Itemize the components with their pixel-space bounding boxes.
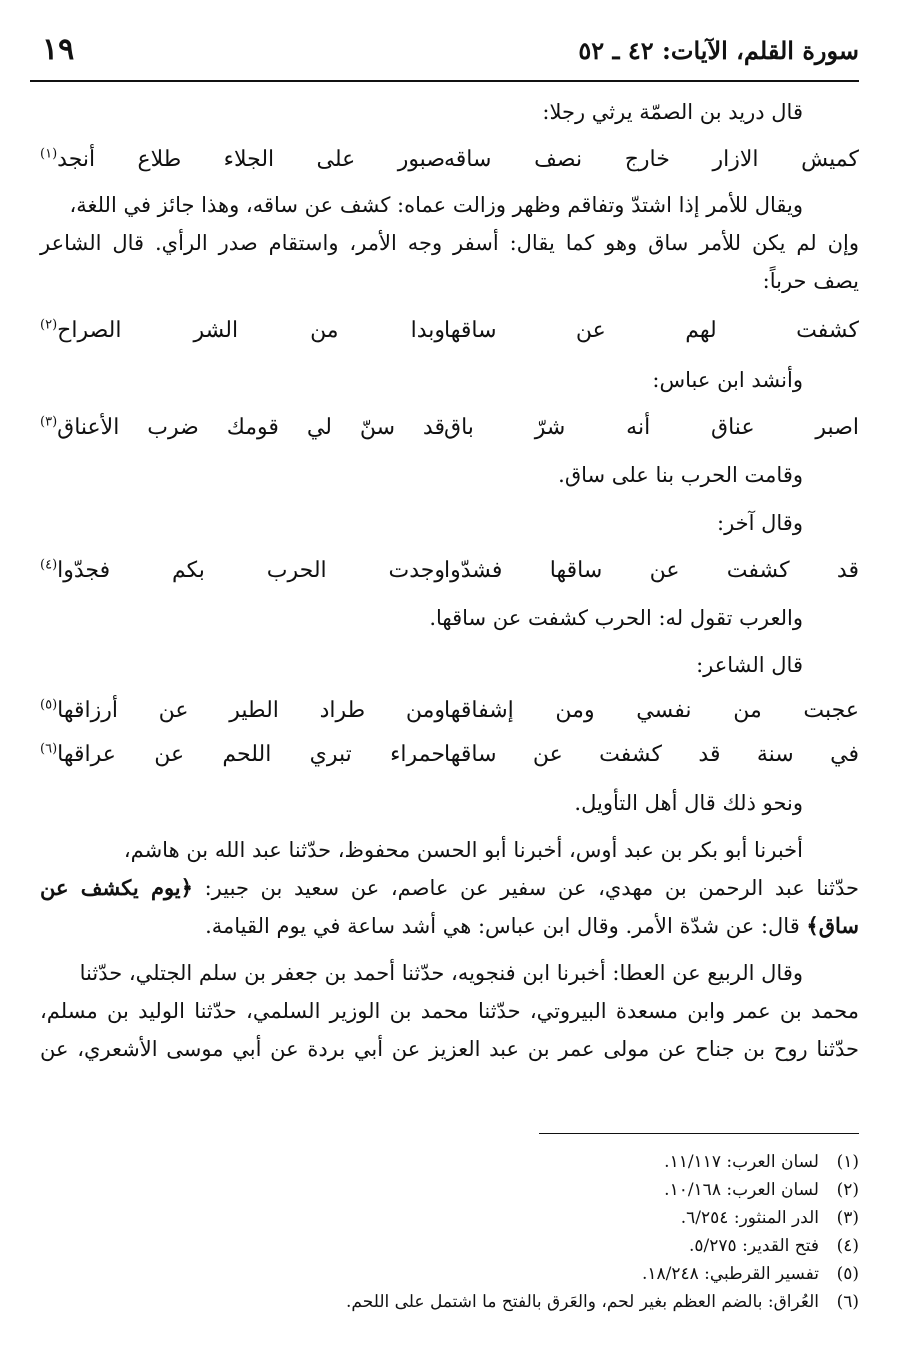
text-line: أخبرنا أبو بكر بن عبد أوس، أخبرنا أبو الحسن محفوظ، حدّثنا عبد الله بن هاشم، [123,838,803,862]
footnote: (١)لسان العرب: ١١/١١٧. [664,1152,859,1172]
footnote-ref: (٥) [40,697,58,713]
verse-line [40,143,859,177]
footnote: (٢)لسان العرب: ١٠/١٦٨. [664,1180,859,1200]
footnote: (٤)فتح القدير: ٥/٢٧٥. [689,1236,859,1256]
text-line: وقال الربيع عن العطا: أخبرنا ابن فنجويه، حدّثنا أحمد بن جعفر بن سلم الجتلي، حدّثنا [79,961,803,985]
text-line: وأنشد ابن عباس: [652,368,803,392]
text-line: يصف حرباً: [762,269,859,293]
text-line: محمد بن عمر وابن مسعدة البيروتي، حدّثنا محمد بن الوزير السلمي، حدّثنا الوليد بن مسلم، [40,999,859,1023]
verse-first-hemistich: كشفت لهم عن ساقها [444,318,859,343]
footnote-ref: (٤) [40,557,58,573]
text-line: وقامت الحرب بنا على ساق. [558,463,803,487]
page-number: ١٩ [42,32,75,67]
verse-first-hemistich: كميش الازار خارج نصف ساقه [444,147,859,172]
text-line: حدّثنا عبد الرحمن بن مهدي، عن سفير عن عاصم، عن سعيد بن جبير: ﴿يوم يكشف عن [40,875,859,900]
footnote: (٦)العُراق: بالضم العظم بغير لحم، والعَرق بالفتح ما اشتمل على اللحم. [346,1292,859,1312]
text-line: وإن لم يكن للأمر ساق وهو كما يقال: أسفر وجه الأمر، واستقام صدر الرأي. قال الشاعر [40,231,859,255]
verse-line [40,738,859,772]
footnote-ref: (٢) [40,317,58,333]
verse-second-hemistich: صبور على الجلاء طلاع أنجد$^{(١)}$ [40,146,445,172]
quran-quote: ﴿يوم يكشف عن [40,875,193,900]
text-line: والعرب تقول له: الحرب كشفت عن ساقها. [429,606,803,630]
verse-line [40,554,859,588]
verse-second-hemistich: حمراء تبري اللحم عن عراقها$^{(٦)}$ [40,741,445,767]
footnote-ref: (١) [40,146,58,162]
verse-line [40,694,859,728]
footnote-ref: (٦) [40,741,58,757]
verse-line [40,314,859,348]
verse-second-hemistich: ومن طراد الطير عن أرزاقها$^{(٥)}$ [40,697,445,723]
text-line: ونحو ذلك قال أهل التأويل. [574,791,803,815]
verse-first-hemistich: اصبر عناق أنه شرّ باق [444,415,859,440]
verse-second-hemistich: وجدت الحرب بكم فجدّوا$^{(٤)}$ [40,557,445,583]
footnote-divider [539,1133,859,1134]
verse-line [40,411,859,445]
text-line: قال الشاعر: [696,653,803,677]
text-line: قال دريد بن الصمّة يرثي رجلا: [542,100,803,124]
running-title: سورة القلم، الآيات: ٤٢ ـ ٥٢ [578,36,859,65]
verse-first-hemistich: عجبت من نفسي ومن إشفاقها [444,698,859,723]
verse-second-hemistich: قد سنّ لي قومك ضرب الأعناق$^{(٣)}$ [40,414,445,440]
footnote: (٣)الدر المنثور: ٦/٢٥٤. [680,1208,859,1228]
text-line: ويقال للأمر إذا اشتدّ وتفاقم وظهر وزالت عماه: كشف عن ساقه، وهذا جائز في اللغة، [69,193,803,217]
quran-quote: ساق﴾ [806,913,859,938]
footnote: (٥)تفسير القرطبي: ١٨/٢٤٨. [641,1264,859,1284]
verse-first-hemistich: في سنة قد كشفت عن ساقها [444,742,859,767]
text-line: ساق﴾ قال: عن شدّة الأمر. وقال ابن عباس: هي أشد ساعة في يوم القيامة. [205,913,859,938]
text-line: حدّثنا روح بن جناح عن مولى عمر بن عبد العزيز عن أبي بردة عن أبي موسى الأشعري، عن [40,1037,859,1061]
footnote-ref: (٣) [40,414,58,430]
verse-second-hemistich: وبدا من الشر الصراح$^{(٢)}$ [40,317,445,343]
text-line: وقال آخر: [717,511,803,535]
page-header [30,30,859,82]
verse-first-hemistich: قد كشفت عن ساقها فشدّوا [444,558,859,583]
